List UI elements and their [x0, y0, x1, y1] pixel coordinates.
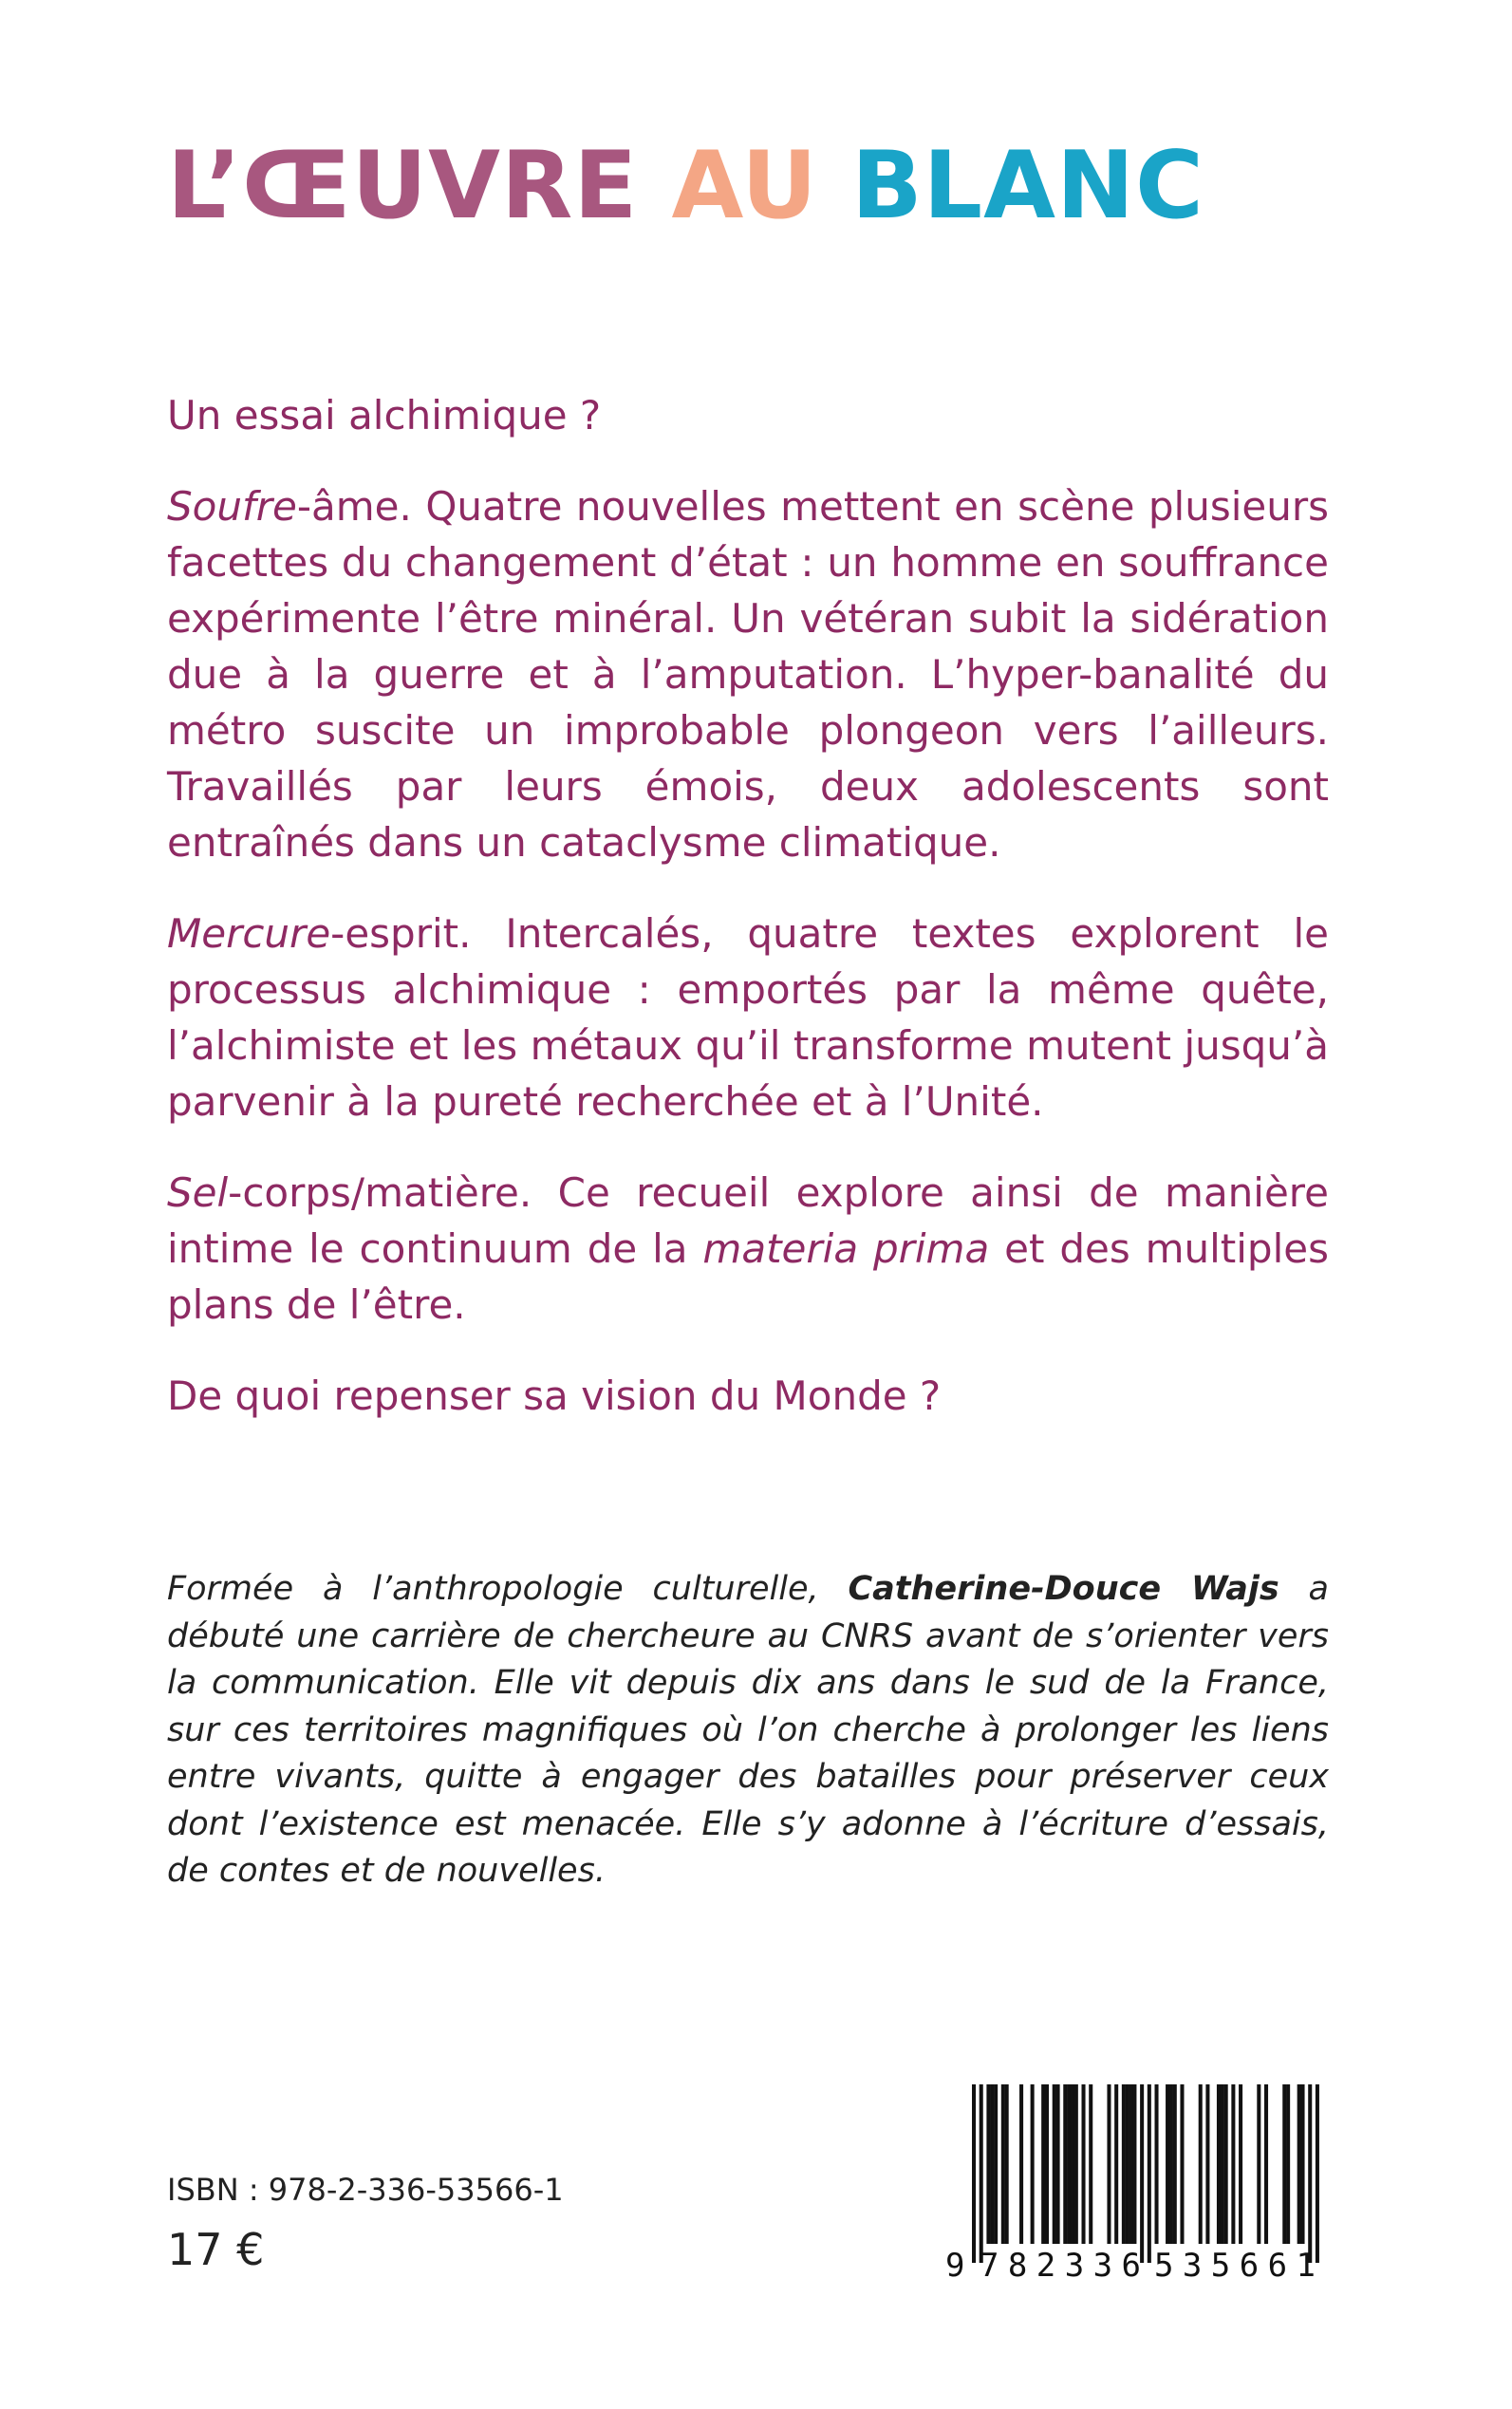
- title-part-blanc: BLANC: [850, 132, 1204, 240]
- barcode-bar: [1056, 2084, 1060, 2244]
- barcode-bar: [1308, 2084, 1312, 2263]
- blurb-italic-sel: Sel: [167, 1169, 229, 1216]
- barcode-bar: [1140, 2084, 1144, 2263]
- blurb-text-sel-b: et des multiples plans de l’être.: [167, 1225, 1329, 1328]
- barcode-bar: [994, 2084, 998, 2244]
- barcode-bar: [972, 2084, 976, 2263]
- barcode-bar: [1239, 2084, 1242, 2244]
- barcode-bar: [1005, 2084, 1009, 2244]
- barcode-bar: [1001, 2084, 1005, 2244]
- barcode-bar: [1071, 2084, 1074, 2244]
- barcode-bars: [972, 2084, 1319, 2263]
- bio-text-after: a débuté une carrière de chercheure au CNRS avant de s’orienter vers la communication. Elle vit depuis dix ans dans le sud de la France, sur ces territoires magnifiques où l’on cherche à prolonger les liens entre vivants, quitte à engager des batailles pour préserver ceux dont l’existence est menacée. Elle s’y adonne à l’écriture d’essais, de contes et de nouvelles.: [167, 1570, 1329, 1890]
- barcode-bar: [980, 2084, 983, 2263]
- barcode-bar: [1217, 2084, 1221, 2244]
- blurb-italic-mercure: Mercure: [167, 910, 331, 957]
- barcode-left-digits: 782336: [980, 2247, 1141, 2284]
- barcode-bar: [1053, 2084, 1056, 2244]
- barcode-bar: [1114, 2084, 1118, 2244]
- title-part-au: AU: [671, 132, 851, 240]
- blurb-text-soufre: -âme. Quatre nouvelles mettent en scène plusieurs facettes du changement d’état : un homme en souffrance expérimente l’être minéral. Un vétéran subit la sidération due à la guerre et à l’amputation. L’hyper-banalité du métro suscite un improbable plongeon vers l’ailleurs. Travaillés par leurs émois, deux adolescents sont entraînés dans un cataclysme climatique.: [167, 483, 1329, 866]
- barcode-bar: [1122, 2084, 1126, 2244]
- barcode-bar: [1224, 2084, 1228, 2244]
- book-title: [167, 133, 1204, 240]
- back-cover-blurb: [167, 387, 1329, 1459]
- barcode-bar: [1205, 2084, 1209, 2244]
- barcode-bar: [1199, 2084, 1203, 2244]
- barcode-bar: [1126, 2084, 1129, 2244]
- blurb-italic-materia-prima: materia prima: [702, 1225, 990, 1272]
- blurb-text-mercure: -esprit. Intercalés, quatre textes explorent le processus alchimique : emportés par la même quête, l’alchimiste et les métaux qu’il transforme mutent jusqu’à parvenir à la pureté recherchée et à l’Unité.: [167, 910, 1329, 1125]
- blurb-closing: De quoi repenser sa vision du Monde ?: [167, 1373, 942, 1419]
- title-part-oeuvre: L’ŒUVRE: [167, 132, 672, 240]
- blurb-intro: Un essai alchimique ?: [167, 392, 602, 439]
- barcode-bar: [1286, 2084, 1290, 2244]
- bio-text-before: Formée à l’anthropologie culturelle,: [167, 1570, 849, 1608]
- author-bio: [167, 1566, 1329, 1895]
- barcode: [943, 2084, 1334, 2284]
- barcode-bar: [1166, 2084, 1169, 2244]
- barcode-bar: [1041, 2084, 1045, 2244]
- blurb-paragraph-mercure: [167, 906, 1329, 1130]
- barcode-bar: [1129, 2084, 1133, 2244]
- barcode-bar: [1316, 2084, 1319, 2263]
- barcode-bar: [1297, 2084, 1301, 2244]
- blurb-paragraph-sel: [167, 1165, 1329, 1333]
- barcode-bar: [1082, 2084, 1086, 2244]
- barcode-bar: [1132, 2084, 1136, 2244]
- barcode-bar: [1031, 2084, 1035, 2244]
- blurb-italic-soufre: Soufre: [167, 483, 297, 530]
- price: 17 €: [167, 2224, 265, 2275]
- barcode-bar: [1264, 2084, 1268, 2244]
- barcode-bar: [1067, 2084, 1071, 2244]
- barcode-bar: [1074, 2084, 1078, 2244]
- blurb-paragraph-soufre: [167, 478, 1329, 870]
- barcode-bar: [1019, 2084, 1023, 2244]
- isbn: ISBN : 978-2-336-53566-1: [167, 2172, 564, 2208]
- barcode-bar: [1301, 2084, 1305, 2244]
- barcode-bar: [1155, 2084, 1159, 2244]
- barcode-bar: [1045, 2084, 1049, 2244]
- barcode-bar: [990, 2084, 994, 2244]
- barcode-bar: [1282, 2084, 1286, 2244]
- barcode-bar: [1107, 2084, 1111, 2244]
- barcode-bar: [1231, 2084, 1235, 2244]
- barcode-bar: [986, 2084, 990, 2244]
- author-name: Catherine-Douce Wajs: [848, 1570, 1279, 1608]
- barcode-bar: [1169, 2084, 1173, 2244]
- barcode-bar: [1221, 2084, 1224, 2244]
- barcode-bar: [1148, 2084, 1151, 2263]
- blurb-text-sel-a: -corps/matière. Ce recueil explore ainsi de manière intime le continuum de la: [167, 1169, 1329, 1272]
- barcode-bar: [1089, 2084, 1092, 2244]
- barcode-bar: [1180, 2084, 1184, 2244]
- barcode-bar: [1063, 2084, 1067, 2244]
- barcode-graphic: [943, 2084, 1334, 2284]
- barcode-right-digits: 535661: [1154, 2247, 1316, 2284]
- barcode-bar: [1257, 2084, 1260, 2244]
- barcode-bar: [1173, 2084, 1177, 2244]
- barcode-first-digit: 9: [945, 2247, 965, 2284]
